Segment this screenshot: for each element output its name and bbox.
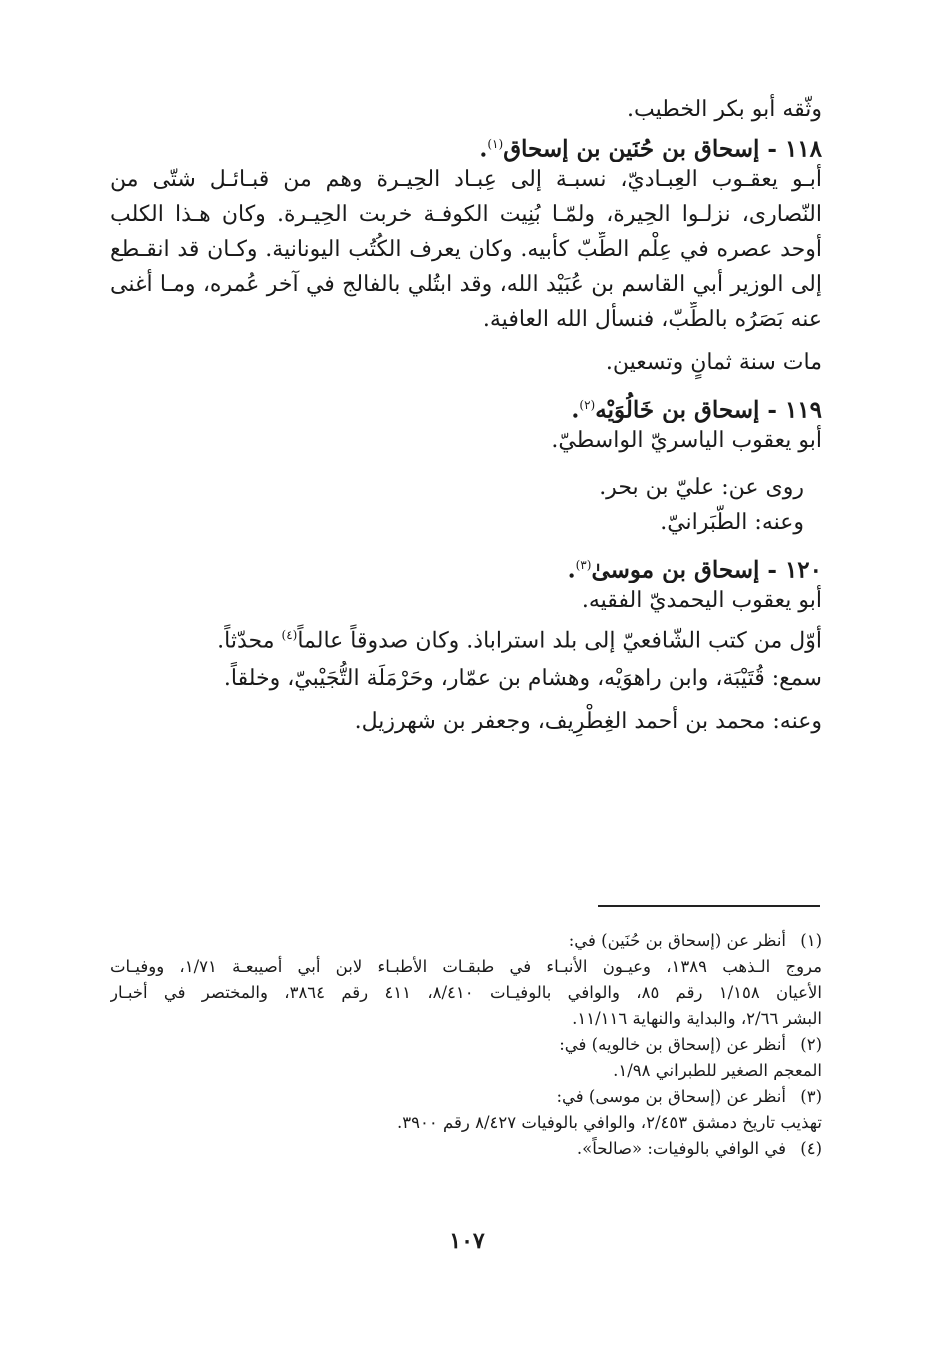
footnote-2-line-2: المعجم الصغير للطبراني ١/٩٨. xyxy=(613,1061,822,1080)
entry-119-narrated-from: روى عن: عليّ بن بحر. xyxy=(599,475,804,500)
footnote-1-line-2: مروج الـذهب ١٣٨٩، وعيـون الأنبـاء في طبقـات الأطبـاء لابن أبي أصيبعـة ١/٧١، ووفيـات xyxy=(110,957,822,976)
footnote-4-number: (٤) xyxy=(800,1139,822,1158)
entry-118-title: ١١٨ - إسحاق بن حُنَين بن إسحاق xyxy=(503,135,822,162)
intro-line: وثّقه أبو بكر الخطيب. xyxy=(627,97,822,122)
entry-118-heading: ١١٨ - إسحاق بن حُنَين بن إسحاق$^{(١)}$. xyxy=(479,135,822,162)
footnote-2-number: (٢) xyxy=(800,1035,822,1054)
entry-120-kunya: أبو يعقوب اليحمديّ الفقيه. xyxy=(581,588,822,613)
footnote-1-line-3: الأعيان ١/١٥٨ رقم ٨٥، والوافي بالوفيـات ٨/٤١٠، ٤١١ رقم ٣٨٦٤، والمختصر في أخبـار xyxy=(110,983,822,1002)
entry-118-death: مات سنة ثمانٍ وتسعين. xyxy=(605,350,822,375)
footnote-1-number: (١) xyxy=(800,931,822,950)
entry-118-line-1: أبـو يعقـوب العِبـاديّ، نسبـة إلى عِبـاد الحِيـرة وهم من قبـائـل شتّى من xyxy=(110,167,822,192)
footnote-separator xyxy=(598,905,820,907)
footnote-3-line-2: تهذيب تاريخ دمشق ٢/٤٥٣، والوافي بالوفيات ٨/٤٢٧ رقم ٣٩٠٠. xyxy=(397,1113,822,1132)
entry-118-line-5: عنه بَصَرُه بالطِّبّ، فنسأل الله العافية. xyxy=(482,307,822,332)
footnote-ref-1[interactable]: (١) xyxy=(487,137,504,151)
footnote-ref-3[interactable]: (٣) xyxy=(575,558,592,572)
main-text xyxy=(110,92,822,739)
entry-119-title: ١١٩ - إسحاق بن خَالُوَيْه xyxy=(595,396,822,423)
entry-118-line-2: النّصارى، نزلـوا الحِيرة، ولمّـا بُنِيت الكوفـة خربت الحِيـرة. وكان هـذا الكلب xyxy=(110,202,822,227)
footnote-ref-4[interactable]: (٤) xyxy=(281,628,298,642)
footnote-1-line-4: البشر ٢/٦٦، والبداية والنهاية ١١/١١٦. xyxy=(572,1009,822,1028)
footnote-1: (١)أنظر عن (إسحاق بن حُنَين) في: xyxy=(110,928,822,954)
entry-119-kunya: أبو يعقوب الياسريّ الواسطيّ. xyxy=(551,428,822,453)
entry-119-narrated-by: وعنه: الطَّبَرانيّ. xyxy=(660,510,804,535)
footnote-2: (٢)أنظر عن (إسحاق بن خالويه) في: xyxy=(110,1032,822,1058)
page-number: ١٠٧ xyxy=(449,1228,485,1254)
footnote-4: (٤)في الوافي بالوفيات: «صالحاً». xyxy=(110,1136,822,1162)
footnote-3: (٣)أنظر عن (إسحاق بن موسى) في: xyxy=(110,1084,822,1110)
footnote-ref-2[interactable]: (٢) xyxy=(579,398,596,412)
entry-118-body xyxy=(110,162,822,337)
entry-120-description: أوّل من كتب الشّافعيّ إلى بلد استراباذ. وكان صدوقاً عالماً$^{(٤)}$ محدّثاً. xyxy=(217,628,822,653)
entry-120-narrated-by: وعنه: محمد بن أحمد الغِطْرِيف، وجعفر بن شهرزيل. xyxy=(354,709,822,734)
entry-120-heading: ١٢٠ - إسحاق بن موسىٰ$^{(٣)}$. xyxy=(567,556,822,583)
footnote-3-number: (٣) xyxy=(800,1087,822,1106)
entry-120-heard: سمع: قُتَيْبَة، وابن راهوَيْه، وهشام بن عمّار، وحَرْمَلَة التُّجَيْبيّ، وخلقاً. xyxy=(223,666,822,691)
entry-120-title: ١٢٠ - إسحاق بن موسىٰ xyxy=(591,556,822,583)
entry-119-heading: ١١٩ - إسحاق بن خَالُوَيْه$^{(٢)}$. xyxy=(571,396,822,423)
entry-118-line-3: أوحد عصره في عِلْم الطِّبّ كأبيه. وكان يعرف الكُتُب اليونانية. وكـان قد انقـطع xyxy=(110,237,822,262)
footnotes xyxy=(110,928,822,1162)
entry-118-line-4: إلى الوزير أبي القاسم بن عُبَيْد الله، وقد ابتُلي بالفالج في آخر عُمره، ومـا أغنى xyxy=(110,272,822,297)
